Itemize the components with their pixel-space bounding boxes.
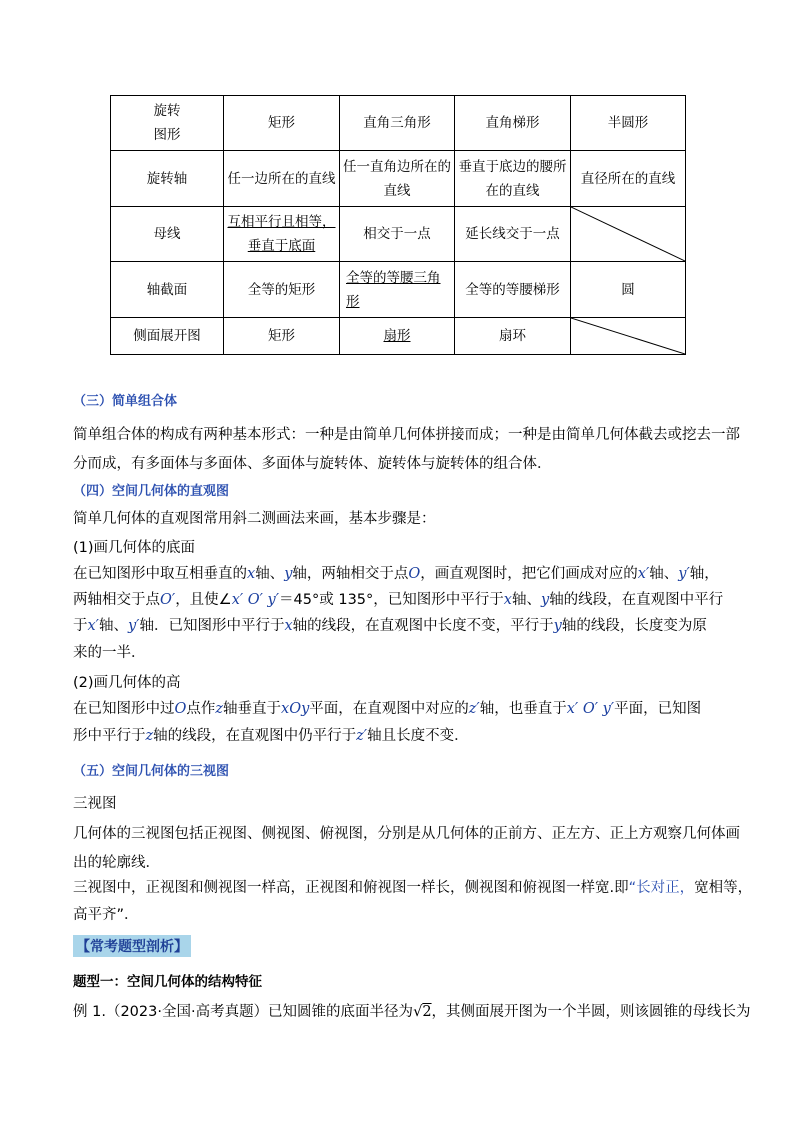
table-cell: 直径所在的直线 (571, 151, 686, 207)
text: ＝45°或 135°，已知图形中平行于 (279, 592, 504, 608)
text: 轴，两轴相交于点 (292, 566, 409, 582)
text: 宽相等， (694, 880, 753, 896)
rotation-body-table (110, 95, 686, 355)
text: 轴，也垂直于 (479, 701, 567, 717)
text: 轴垂直于 (223, 701, 282, 717)
paragraph-line (73, 724, 469, 745)
text: 点作 (186, 701, 216, 717)
math-var: z (145, 728, 154, 744)
paragraph: 简单组合体的构成有两种基本形式：一种是由简单几何体拼接而成；一种是由简单几何体截去或挖去一部 (73, 427, 740, 443)
math-var: x (284, 618, 293, 634)
table-header-row (111, 96, 686, 151)
math-var: z′ (468, 701, 480, 717)
table-cell (224, 207, 340, 262)
table-cell: 矩形 (224, 318, 340, 355)
text: 轴、 (649, 566, 679, 582)
math-var: O′ (160, 592, 176, 608)
math-var: x (247, 566, 256, 582)
text: 三视图中，正视图和侧视图一样高，正视图和俯视图一样长，侧视图和俯视图一样宽.即 (73, 880, 629, 896)
text: 平面，已知图 (614, 701, 702, 717)
table-cell: 任一边所在的直线 (224, 151, 340, 207)
diagonal-line (571, 207, 685, 261)
table-row (111, 262, 686, 318)
math-var: x′ (637, 566, 650, 582)
math-var: z′ (356, 728, 368, 744)
header-text: 旋转 图形 (153, 103, 181, 143)
text: 轴、 (511, 592, 541, 608)
math-var: y (553, 618, 562, 634)
math-var: y (540, 592, 550, 608)
example-text (73, 1000, 751, 1021)
underlined-text: 扇形 (383, 328, 411, 344)
math-var: y (284, 566, 293, 582)
section-heading-three-views: （五）空间几何体的三视图 (73, 764, 230, 779)
table-cell: 圆 (571, 262, 686, 318)
table-cell: 垂直于底边的腰所在的直线 (455, 151, 571, 207)
header-cell: 直角三角形 (340, 96, 455, 151)
table-row (111, 151, 686, 207)
underlined-text: 互相平行且相等，垂直于底面 (227, 214, 336, 254)
table-row (111, 207, 686, 262)
text: 在已知图形中取互相垂直的 (73, 566, 247, 582)
paragraph-line (73, 614, 707, 635)
table-cell: 相交于一点 (340, 207, 455, 262)
question-type-heading: 题型一：空间几何体的结构特征 (73, 974, 262, 990)
text: 例 1.（2023·全国·高考真题）已知圆锥的底面半径为 (73, 1004, 414, 1020)
table-cell (340, 318, 455, 355)
table-row (111, 318, 686, 355)
quote-text: “长对正， (628, 880, 695, 896)
paragraph: 高平齐”． (73, 907, 139, 923)
paragraph-line (73, 697, 701, 718)
section-heading-intuitive-drawing: （四）空间几何体的直观图 (73, 484, 230, 499)
header-cell: 直角梯形 (455, 96, 571, 151)
math-var: x (503, 592, 512, 608)
step-heading: (2)画几何体的高 (73, 675, 181, 691)
paragraph-line: 来的一半． (73, 645, 146, 661)
math-var: z (215, 701, 224, 717)
table-cell (340, 262, 455, 318)
table-cell: 扇环 (455, 318, 571, 355)
table-cell: 延长线交于一点 (455, 207, 571, 262)
math-expr: x′ O′ y′ (231, 592, 280, 608)
text: 轴且长度不变． (367, 728, 469, 744)
step-heading: (1)画几何体的底面 (73, 540, 196, 556)
text: 轴的线段，长度变为原 (561, 618, 707, 634)
text: 轴的线段，在直观图中长度不变，平行于 (292, 618, 554, 634)
common-question-type-badge: 【常考题型剖析】 (73, 935, 191, 957)
row-label: 侧面展开图 (111, 318, 224, 355)
sqrt-expression (413, 1004, 431, 1020)
empty-diagonal-cell (571, 318, 686, 355)
sqrt-symbol: √ (413, 1004, 423, 1020)
text: 轴的线段，在直观图中平行 (549, 592, 724, 608)
row-label: 轴截面 (111, 262, 224, 318)
row-label: 母线 (111, 207, 224, 262)
math-var: O (174, 701, 187, 717)
text: 平面，在直观图中对应的 (309, 701, 469, 717)
section-heading-combined-body: （三）简单组合体 (73, 394, 178, 409)
text: 轴、 (98, 618, 128, 634)
table-cell: 任一直角边所在的直线 (340, 151, 455, 207)
text: 两轴相交于点 (73, 592, 160, 608)
math-expr: x′ O′ y′ (566, 701, 615, 717)
paragraph: 出的轮廓线． (73, 855, 160, 871)
underlined-text: 全等的等腰三角形 (346, 269, 441, 310)
math-var: O (408, 566, 421, 582)
text: 在已知图形中过 (73, 701, 175, 717)
math-var: x′ (87, 618, 99, 634)
text: 轴．已知图形中平行于 (139, 618, 285, 634)
row-label: 旋转轴 (111, 151, 224, 207)
math-var: y′ (127, 618, 140, 634)
text: 形中平行于 (73, 728, 146, 744)
text: 轴的线段，在直观图中仍平行于 (153, 728, 357, 744)
sqrt-radicand: 2 (422, 1004, 432, 1020)
empty-diagonal-cell (571, 207, 686, 262)
table-cell: 全等的矩形 (224, 262, 340, 318)
sub-heading: 三视图 (73, 796, 117, 812)
text: 轴， (689, 566, 719, 582)
paragraph: 分而成，有多面体与多面体、多面体与旋转体、旋转体与旋转体的组合体． (73, 456, 552, 472)
paragraph-line (73, 876, 752, 897)
header-cell-rotating-shape (111, 96, 224, 151)
table-cell: 全等的等腰梯形 (455, 262, 571, 318)
math-expr: xOy (281, 701, 310, 717)
paragraph: 几何体的三视图包括正视图、侧视图、俯视图，分别是从几何体的正前方、正左方、正上方观察几何体画 (73, 826, 740, 842)
paragraph-line (73, 588, 723, 609)
text: ，且使∠ (175, 592, 232, 608)
header-cell: 半圆形 (571, 96, 686, 151)
text: 于 (73, 618, 88, 634)
text: 轴、 (255, 566, 285, 582)
text: ，其侧面展开图为一个半圆，则该圆锥的母线长为 (431, 1004, 751, 1020)
diagonal-line (571, 318, 685, 354)
header-cell: 矩形 (224, 96, 340, 151)
math-var: y′ (678, 566, 690, 582)
text: ，画直观图时，把它们画成对应的 (420, 566, 638, 582)
paragraph-line (73, 562, 719, 583)
paragraph: 简单几何体的直观图常用斜二测画法来画，基本步骤是： (73, 511, 436, 527)
